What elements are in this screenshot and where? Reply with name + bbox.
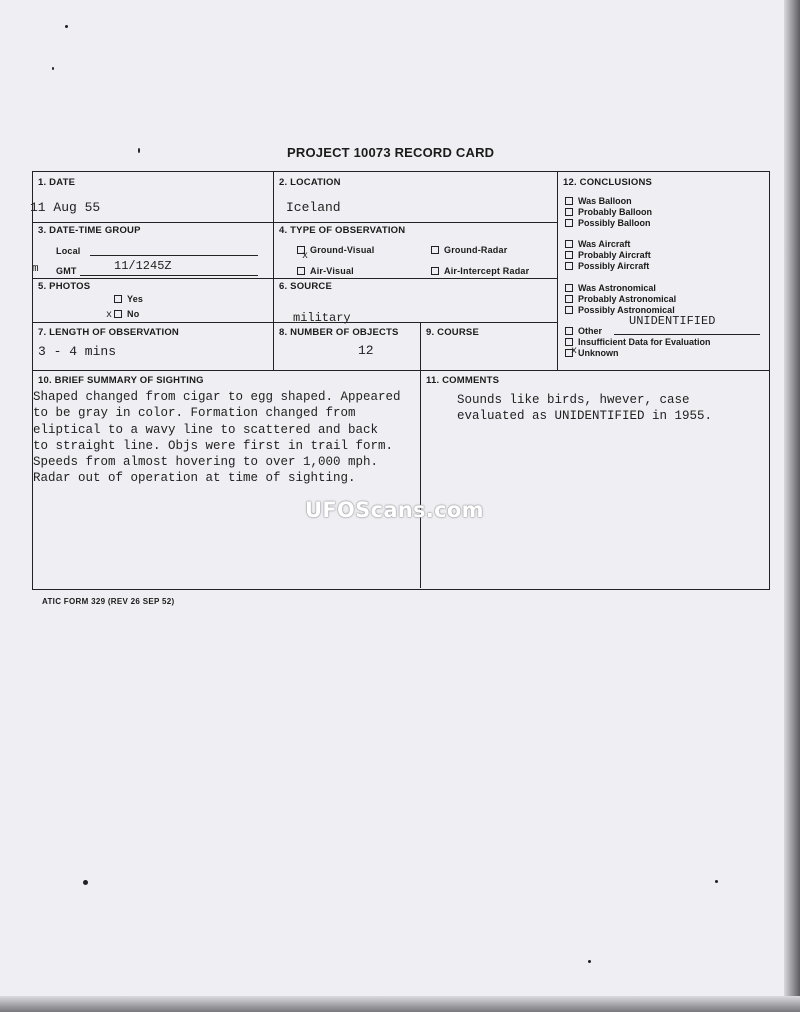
photos-yes-checkbox [114, 295, 122, 303]
conclusions-label: 12. CONCLUSIONS [563, 177, 653, 188]
scan-speck [138, 148, 140, 153]
conclusion-item: Probably Astronomical [565, 294, 676, 305]
ground-visual-check-mark: x [302, 251, 309, 262]
comments-text [457, 392, 712, 424]
summary-line: to straight line. Objs were first in trail form. [33, 438, 394, 453]
conclusion-insufficient: Insufficient Data for Evaluation [565, 337, 711, 348]
summary-line: to be gray in color. Formation changed from [33, 406, 356, 421]
conclusion-checkbox [565, 262, 573, 270]
other-underline [614, 334, 760, 335]
unknown-check-mark: x [571, 346, 578, 357]
air-visual-option: Air-Visual [297, 266, 354, 276]
air-intercept-option: Air-Intercept Radar [431, 266, 529, 276]
card-title: PROJECT 10073 RECORD CARD [287, 145, 495, 160]
length-label: 7. LENGTH OF OBSERVATION [38, 327, 179, 338]
conclusions-astronomical-group [565, 283, 676, 316]
scan-speck [588, 960, 591, 963]
location-value: Iceland [286, 200, 341, 215]
scan-edge-right [784, 0, 800, 1012]
ground-radar-checkbox [431, 246, 439, 254]
photos-no-check-mark: x [106, 310, 113, 321]
form-id: ATIC FORM 329 (REV 26 SEP 52) [42, 597, 175, 606]
dtg-gmt-value: 11/1245Z [114, 259, 172, 273]
conclusion-item: Was Astronomical [565, 283, 676, 294]
source-label: 6. SOURCE [279, 281, 333, 292]
divider [32, 370, 769, 371]
photos-no-option: No [114, 309, 139, 319]
photos-no-checkbox [114, 310, 122, 318]
conclusion-checkbox [565, 208, 573, 216]
other-value: UNIDENTIFIED [629, 314, 716, 328]
conclusion-checkbox [565, 219, 573, 227]
length-value: 3 - 4 mins [38, 344, 117, 359]
scan-speck [65, 25, 68, 28]
divider [273, 171, 274, 370]
conclusion-item: Was Balloon [565, 196, 652, 207]
scan-speck [83, 880, 88, 885]
conclusion-item: Possibly Balloon [565, 218, 652, 229]
num-objects-value: 12 [358, 343, 374, 358]
air-visual-checkbox [297, 267, 305, 275]
conclusion-checkbox [565, 197, 573, 205]
dtg-local-label: Local [56, 246, 81, 256]
conclusion-item: Probably Balloon [565, 207, 652, 218]
scan-speck [715, 880, 718, 883]
watermark: UFOScans.com [305, 498, 484, 522]
ground-visual-option: Ground-Visual [297, 245, 374, 255]
air-intercept-checkbox [431, 267, 439, 275]
summary-label: 10. BRIEF SUMMARY OF SIGHTING [38, 375, 204, 386]
conclusion-item: Probably Aircraft [565, 250, 651, 261]
local-underline [90, 255, 258, 256]
conclusions-aircraft-group [565, 239, 651, 272]
num-objects-label: 8. NUMBER OF OBJECTS [279, 327, 399, 338]
summary-text [33, 389, 425, 487]
conclusion-checkbox [565, 306, 573, 314]
conclusion-item: Possibly Astronomical [565, 305, 676, 316]
conclusion-checkbox [565, 327, 573, 335]
conclusion-checkbox [565, 295, 573, 303]
summary-line: Radar out of operation at time of sighting. [33, 471, 356, 486]
conclusions-balloon-group [565, 196, 652, 229]
divider [32, 278, 557, 279]
ground-radar-option: Ground-Radar [431, 245, 507, 255]
scan-speck [52, 67, 54, 70]
source-value: military [293, 311, 351, 325]
course-label: 9. COURSE [426, 327, 480, 338]
conclusion-item: Was Aircraft [565, 239, 651, 250]
date-label: 1. DATE [38, 177, 76, 188]
gmt-underline [80, 275, 258, 276]
photos-yes-option: Yes [114, 294, 143, 304]
margin-mark: m [32, 263, 39, 275]
type-obs-label: 4. TYPE OF OBSERVATION [279, 225, 406, 236]
comments-line: evaluated as UNIDENTIFIED in 1955. [457, 409, 713, 423]
scan-edge-bottom [0, 996, 800, 1012]
dtg-label: 3. DATE-TIME GROUP [38, 225, 141, 236]
date-value: 11 Aug 55 [30, 200, 101, 215]
divider [557, 171, 558, 370]
conclusion-item: Possibly Aircraft [565, 261, 651, 272]
conclusion-checkbox [565, 251, 573, 259]
summary-line: Shaped changed from cigar to egg shaped. Appeared [33, 390, 401, 404]
conclusion-other: Other [565, 326, 602, 337]
location-label: 2. LOCATION [279, 177, 341, 188]
conclusion-unknown: Unknown [565, 348, 619, 359]
conclusion-checkbox [565, 284, 573, 292]
conclusion-checkbox [565, 338, 573, 346]
conclusion-checkbox [565, 240, 573, 248]
comments-label: 11. COMMENTS [426, 375, 500, 386]
divider [32, 222, 557, 223]
photos-label: 5. PHOTOS [38, 281, 91, 292]
comments-line: Sounds like birds, hwever, case [457, 393, 690, 407]
summary-line: eliptical to a wavy line to scattered and back [33, 422, 379, 437]
dtg-gmt-label: GMT [56, 266, 77, 276]
summary-line: Speeds from almost hovering to over 1,000 mph. [33, 455, 379, 470]
